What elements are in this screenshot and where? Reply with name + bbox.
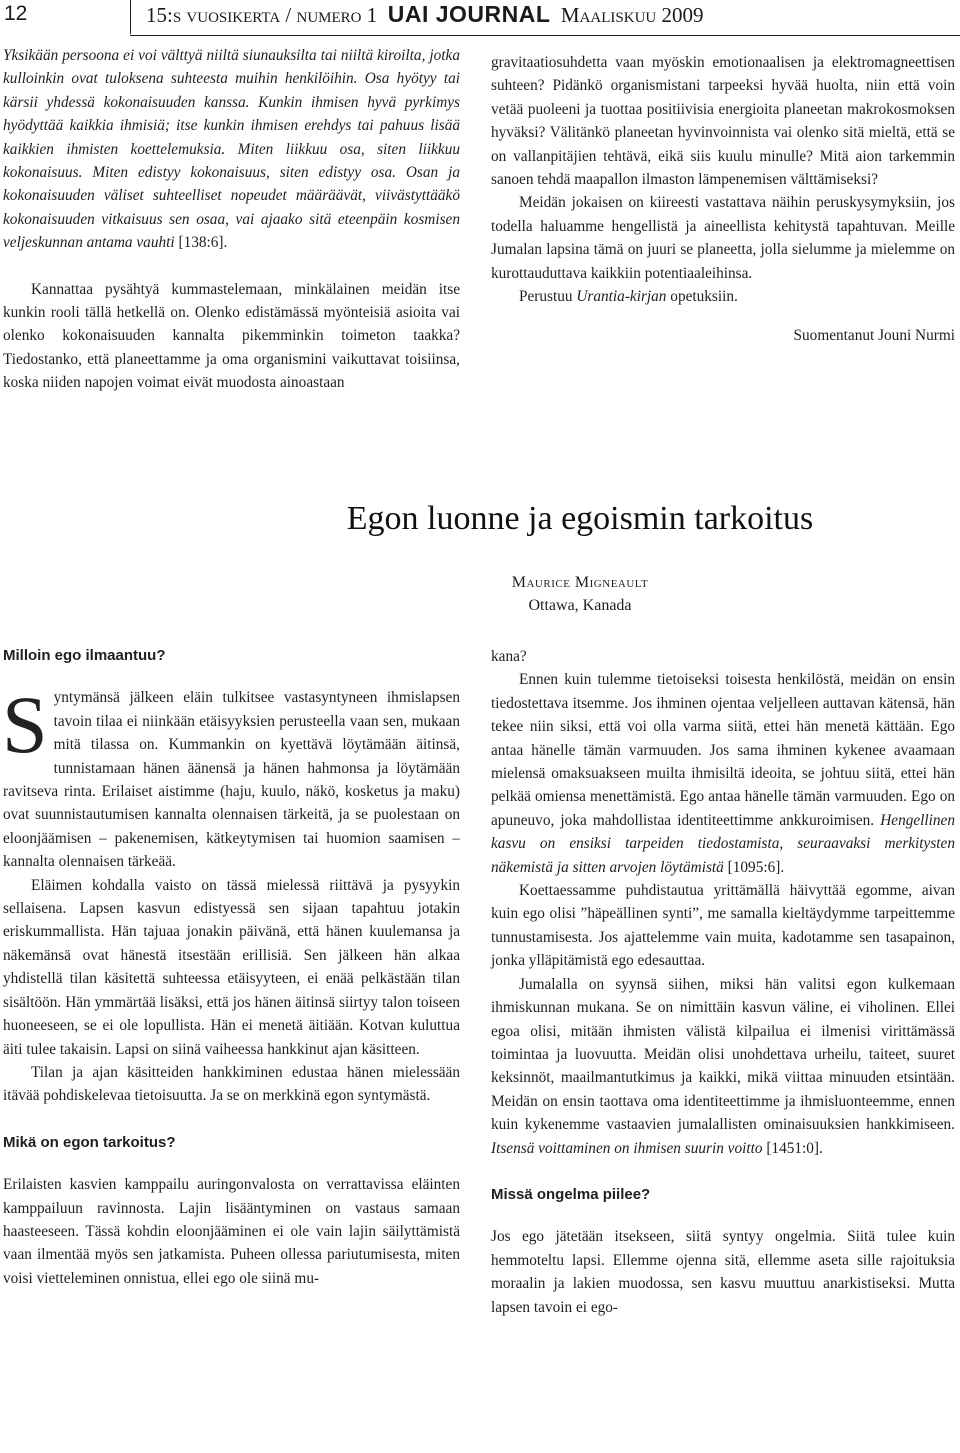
header-divider (130, 0, 131, 34)
article-left-column (3, 644, 460, 1290)
byline (200, 571, 960, 617)
author-location: Ottawa, Kanada (528, 597, 632, 614)
translator-credit: Suomentanut Jouni Nurmi (793, 327, 955, 345)
body-paragraph: Meidän jokaisen on kiireesti vastattava näihin peruskysymyksiin, jos todella haluamme hengellistä ja aineellista kehitystä tapahtuvan. Meille Jumalan lapsina tämä on juuri se planeetta, jolla sielumme ja mielemme on kurottauduttava kaikkiin potentiaaleihinsa. (491, 194, 955, 282)
quote-text: Itsensä voittaminen on ihmisen suurin voitto (491, 1139, 763, 1157)
prev-article-left-column (3, 44, 460, 395)
body-paragraph: gravitaatiosuhdetta vaan myöskin emotionaalisen ja elektromagneettisen suhteen? Pidänkö organismistani tarpeeksi hyvää huolta, niin että voin vetää puoleeni ja tuottaa positiivisia energioita planeetan makrokosmoksen hyväksi? Välitänkö planeetan hyvinvoinnista vai olenko sitä mieltä, että se on vallanpitäjien tehtävä, eikä siis kuulu minulle? Mitä aion tarkemmin sanoen tehdä maapallon ilmaston lämpenemisen välttämiseksi? (491, 54, 955, 189)
issue-date: Maaliskuu 2009 (560, 3, 704, 27)
section-heading: Mikä on egon tarkoitus? (3, 1133, 176, 1151)
author-name: Maurice Migneault (511, 574, 649, 591)
paragraph-text: Jumalalla on syynsä siihen, miksi hän valitsi egon kulkemaan ihmiskunnan mukana. Se on nimittäin kasvun väline, ei viholinen. Ellei egoa olisi, mitään ihmisten välistä kilpailua ei ilmenisi virittämässä toimintaa ja luovuutta. Meidän olisi unohdettava urheilu, taiteet, suuret keksinnöt, maailmantutkimus ja kaikki, mikä viittaa minuuden etsintään. Meidän on ensin taottava oma identiteettimme ja ihmisluonteemme, ennen kuin kykenemme vastaavien jumalallisten ominaisuuksien hankkimiseen. (491, 975, 955, 1134)
running-head (146, 1, 926, 28)
body-paragraph: Koettaessamme puhdistautua yrittämällä häivyttää egomme, aivan kuin ego olisi ”häpeällinen synti”, me samalla kieltäydymme tarpeittemme tunnustamisesta. Jos ajattelemme vain muita, kadotamme sen tasapainon, jonka ylläpitämistä ego edesauttaa. (491, 882, 955, 970)
header-rule (130, 35, 960, 36)
page-number: 12 (4, 2, 28, 25)
quote-reference: [1095:6]. (727, 858, 785, 876)
book-title: Urantia-kirjan (576, 288, 667, 306)
quote-reference: [1451:0]. (766, 1139, 823, 1157)
issue-info: 15:s vuosikerta / numero 1 (146, 3, 378, 27)
body-paragraph: kana? (491, 648, 527, 665)
body-paragraph: Jos ego jätetään itsekseen, siitä syntyy ongelmia. Siitä tulee kuin hemmoteltu lapsi. Ellemme ojenna sitä, ellemme aseta sille rajoituksia moraalin ja lakien muodossa, sen kasvu muuttuu anarkistiseksi. Mutta lapsen tavoin ei ego- (491, 1228, 955, 1316)
body-paragraph: Eläimen kohdalla vaisto on tässä mielessä riittävä ja pysyykin sellaisena. Lapsen kasvun edistyessä sen sijaan tapahtuu jotakin eriskummallista. Hän tajuaa jonakin päivänä, että hänen kuulemansa ja näkemänsä ovat hänestä itsestään erillisiä. Sen jälkeen hän alkaa yhdistellä tilan käsitettä suhteessa etäisyyteen, ei enää pelkästään tilan sisältöön. Hän ymmärtää lisäksi, että jos hänen äitinsä siirtyy talon toiseen huoneeseen, se ei ole lopullista. Hän ei menetä äitiään. Kotvan kuluttua äiti tulee takaisin. Lapsi on siinä vaiheessa hankkinut ajan käsitteen. (3, 876, 460, 1058)
body-paragraph (491, 973, 955, 1160)
body-paragraph (491, 285, 955, 308)
body-paragraph (2, 679, 460, 873)
prev-article-right-column (491, 51, 955, 348)
quote-text: Yksikään persoona ei voi välttyä niiltä siunauksilta tai niiltä kiroilta, jotka kulloinkin ovat tuloksena suhteesta muihin henkilöihin. Osa hyötyy tai kärsii yhdessä kokonaisuuden kanssa. Kunkin ihmisen hyvä pyrkimys hyödyttää kaikkia ihmisiä; itse kunkin ihmisen erehdys tai pahuus lisää kaikkien ihmisten koettelemuksia. Miten liikkuu osa, siten liikkuu kokonaisuus. Miten edistyy kokonaisuus, siten edistyy osa. Osan ja kokonaisuuden väliset suhteelliset nopeudet määräävät, viivästyttääkö kokonaisuuden vitkaisuus sen osaa, vai ajaako sitä eteenpäin kosmisen veljeskunnan antama vauhti (3, 47, 460, 252)
quote-paragraph (3, 44, 460, 255)
article-title: Egon luonne ja egoismin tarkoitus (346, 500, 814, 537)
section-heading: Missä ongelma piilee? (491, 1185, 651, 1203)
article-right-column (491, 645, 955, 1319)
body-paragraph (491, 668, 955, 879)
based-on-prefix: Perustuu (519, 288, 577, 306)
page-header (0, 0, 960, 36)
body-paragraph: Erilaisten kasvien kamppailu auringonvalosta on verrattavissa eläinten kamppailuun ravinnosta. Lajin lisääntyminen on vastaus samaan haasteeseen. Tässä kohdin eloonjääminen ei ole vain lajin säilyttämistä vaan ilmentää myös sen jatkamista. Puheen ollessa pariutumisesta, miten voisi vietteleminen onnistua, ellei ego ole siinä mu- (3, 1176, 460, 1287)
paragraph-text: yntymänsä jälkeen eläin tulkitsee vastasyntyneen ihmislapsen tavoin tilaa ei niinkään etäisyyksien perusteella vaan sen, mukaan mitä tilassa on. Kummankin on kyettävä löytämään äitinsä, tunnistamaan hänen äänensä ja hänen hahmonsa ja löytämään ravitseva rinta. Erilaiset aistimme (haju, kuulo, näkö, kosketus ja maku) ovat suunnistautumisen kannalta olennaisen tärkeitä, ja se puolestaan on eloonjäämisen – pakenemisen, kätkeytymisen tai huomion saamisen – kannalta olennaisen tärkeää. (3, 689, 460, 871)
journal-name: UAI JOURNAL (387, 1, 551, 27)
quote-text: Hengellinen kasvu on ensiksi tarpeiden tiedostamista, seuraavaksi merkitysten näkemistä ja sitten arvojen löytämistä (491, 811, 955, 876)
quote-reference: [138:6]. (178, 234, 228, 252)
body-paragraph: Kannattaa pysähtyä kummastelemaan, minkälainen meidän itse kunkin rooli tällä hetkellä on. Olenko edistämässä myönteisiä asioita vai olenko kokonaisuuden kannalta pikemminkin toimeton taakka? Tiedostanko, että planeettamme ja oma organismini vaikuttavat toisiinsa, koska niiden napojen voimat eivät muodosta ainoastaan (3, 280, 460, 392)
drop-cap: S (2, 679, 48, 771)
based-on-suffix: opetuksiin. (666, 288, 738, 306)
paragraph-text: Ennen kuin tulemme tietoiseksi toisesta henkilöstä, meidän on ensin tiedostettava itsemme. Jos ihminen ojentaa veljelleen auttavan kätensä, hän tekee niin siksi, että voi olla varma siitä, ettei hän menetä kättään. Ego antaa hänelle tämän varmuuden. Jos sama ihminen kykenee avaamaan mielensä omaksuakseen muilta ihmisiltä ideoita, se johtuu siitä, ettei hän pelkää omiensa menettämistä. Ego antaa hänelle tämän varmuuden. Ego on apuneuvo, joka mahdollistaa identiteettimme ankkuroimisen. (491, 671, 955, 829)
section-heading: Milloin ego ilmaantuu? (3, 647, 166, 664)
body-paragraph: Tilan ja ajan käsitteiden hankkiminen edustaa hänen mielessään itävää pohdiskelevaa tietoisuutta. Ja se on merkkinä egon syntymästä. (3, 1063, 460, 1105)
